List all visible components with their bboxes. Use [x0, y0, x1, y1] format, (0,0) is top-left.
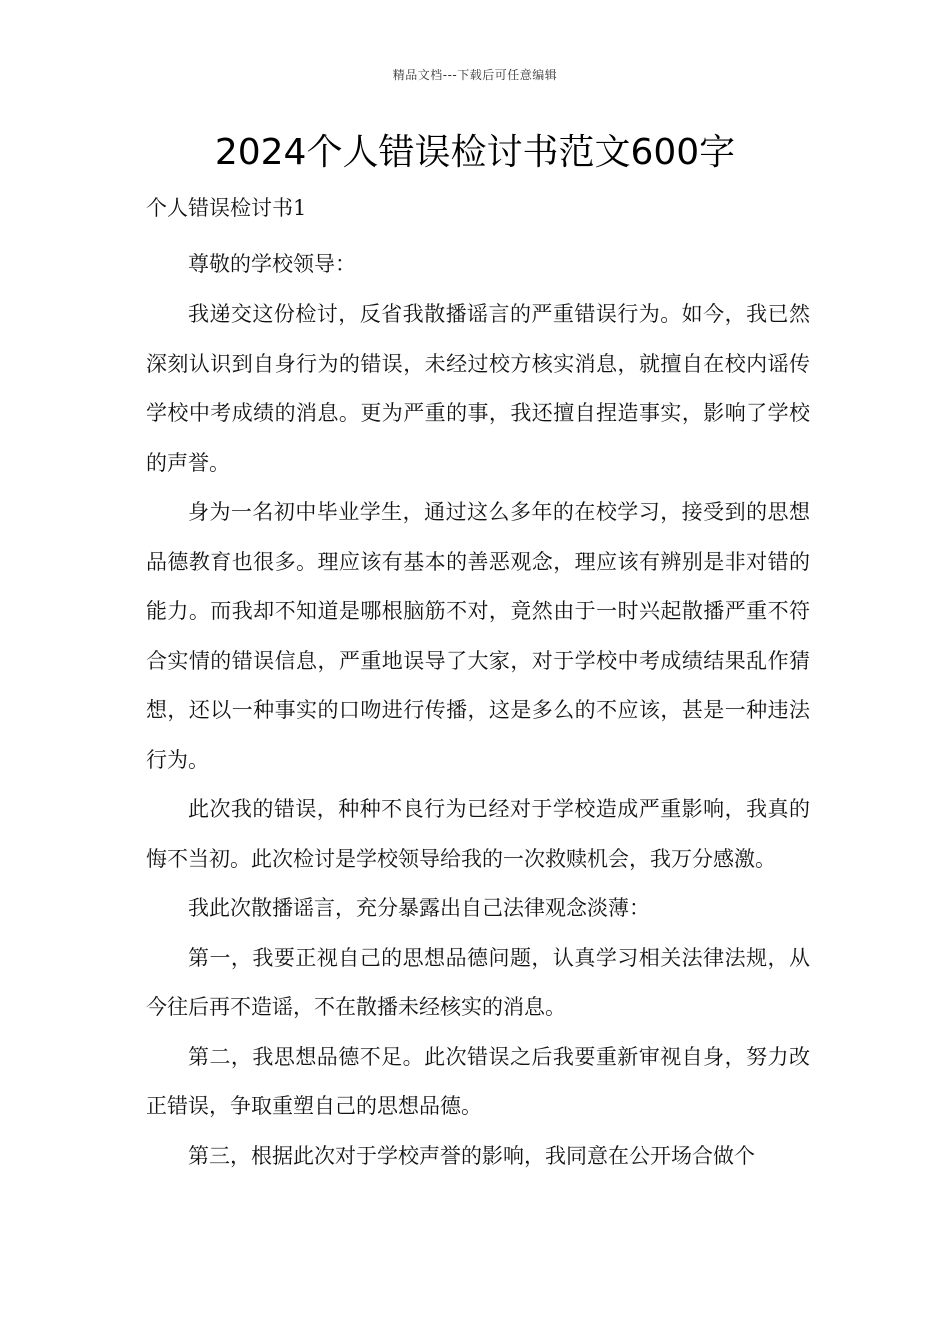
section-heading: 个人错误检讨书1	[146, 196, 307, 220]
body-paragraph: 此次我的错误，种种不良行为已经对于学校造成严重影响，我真的悔不当初。此次检讨是学校领导给我的一次救赎机会，我万分感激。	[146, 797, 810, 871]
salutation: 尊敬的学校领导：	[188, 251, 356, 276]
body-paragraph: 第二，我思想品德不足。此次错误之后我要重新审视自身，努力改正错误，争取重塑自己的思想品德。	[146, 1044, 810, 1118]
body-paragraph: 第三，根据此次对于学校声誉的影响，我同意在公开场合做个	[188, 1143, 755, 1168]
body-paragraph: 我此次散播谣言，充分暴露出自己法律观念淡薄：	[188, 896, 650, 920]
document-title: 2024个人错误检讨书范文600字	[214, 132, 736, 173]
header-note: 精品文档---下载后可任意编辑	[392, 68, 558, 82]
body-paragraph: 第一，我要正视自己的思想品德问题，认真学习相关法律法规，从今往后再不造谣，不在散播未经核实的消息。	[146, 945, 810, 1019]
body-paragraph: 我递交这份检讨，反省我散播谣言的严重错误行为。如今，我已然深刻认识到自身行为的错误，未经过校方核实消息，就擅自在校内谣传学校中考成绩的消息。更为严重的事，我还擅自捏造事实，影响了学校的声誉。	[146, 302, 810, 475]
body-paragraph: 身为一名初中毕业学生，通过这么多年的在校学习，接受到的思想品德教育也很多。理应该有基本的善恶观念，理应该有辨别是非对错的能力。而我却不知道是哪根脑筋不对，竟然由于一时兴起散播严重不符合实情的错误信息，严重地误导了大家，对于学校中考成绩结果乱作猜想，还以一种事实的口吻进行传播，这是多么的不应该，甚是一种违法行为。	[146, 500, 810, 772]
document-body	[146, 184, 810, 1181]
